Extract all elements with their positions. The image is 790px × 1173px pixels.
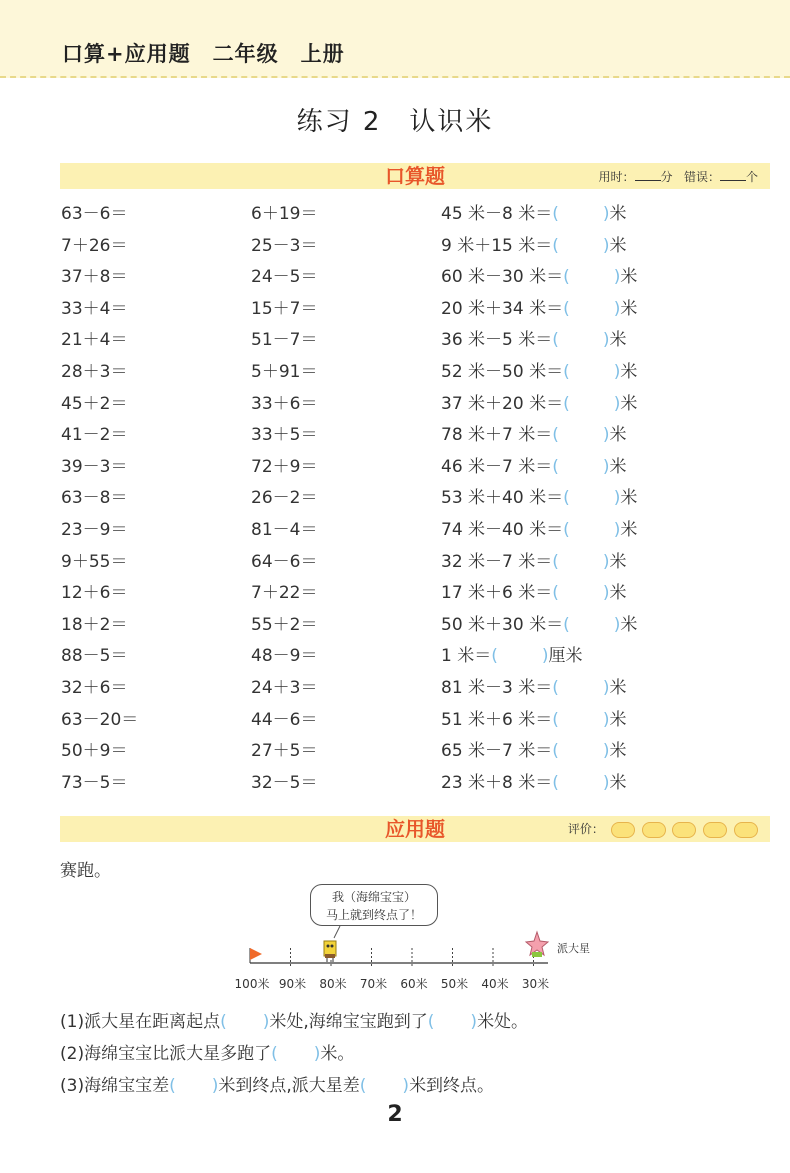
question-1 bbox=[60, 1007, 528, 1032]
time-blank[interactable] bbox=[635, 169, 661, 181]
exercise-c-unit: 米 bbox=[620, 393, 638, 414]
exercise-c-text: 20 米＋34 米＝ bbox=[441, 298, 564, 319]
exercise-a: 45＋2＝ bbox=[61, 393, 128, 414]
exercise-c bbox=[441, 705, 627, 730]
exercise-b: 51－7＝ bbox=[251, 330, 318, 351]
exercise-c-text: 46 米－7 米＝ bbox=[441, 456, 553, 477]
speech-line-2: 马上就到终点了！ bbox=[325, 908, 422, 922]
exercise-b: 32－5＝ bbox=[251, 772, 318, 793]
exercise-c-unit: 米 bbox=[620, 298, 638, 319]
time-unit: 分 bbox=[660, 170, 673, 184]
exercise-b: 7＋22＝ bbox=[251, 583, 318, 604]
exercise-a: 37＋8＝ bbox=[61, 267, 128, 288]
rating-flower-icon[interactable] bbox=[703, 822, 727, 838]
oral-row bbox=[0, 705, 790, 737]
exercise-a: 88－5＝ bbox=[61, 646, 128, 667]
exercise-c bbox=[441, 736, 627, 761]
exercise-c bbox=[441, 610, 637, 635]
oral-row bbox=[0, 736, 790, 768]
answer-blank[interactable]: ( ) bbox=[563, 267, 621, 288]
exercise-c-text: 50 米＋30 米＝ bbox=[441, 614, 564, 635]
exercise-b: 5＋91＝ bbox=[251, 362, 318, 382]
exercise-c bbox=[441, 483, 637, 508]
race-diagram bbox=[230, 884, 610, 994]
time-label: 用时： bbox=[598, 170, 635, 184]
exercise-a: 50＋9＝ bbox=[61, 741, 128, 762]
bubble-tail bbox=[334, 926, 340, 938]
answer-blank[interactable]: ( ) bbox=[552, 678, 610, 698]
oral-row bbox=[0, 547, 790, 579]
exercise-c bbox=[441, 357, 637, 382]
exercise-c bbox=[441, 231, 627, 256]
exercise-b: 72＋9＝ bbox=[251, 456, 318, 477]
q2-answer-blank[interactable]: ( ) bbox=[271, 1044, 321, 1064]
oral-row bbox=[0, 357, 790, 389]
exercise-c-unit: 厘米 bbox=[548, 646, 583, 667]
q3-answer-blank-2[interactable]: ( ) bbox=[359, 1076, 410, 1096]
exercise-c-unit: 米 bbox=[609, 456, 627, 477]
answer-blank[interactable]: ( ) bbox=[552, 709, 610, 730]
exercise-a: 23－9＝ bbox=[61, 520, 128, 540]
track-tick-label: 90米 bbox=[278, 977, 307, 991]
oral-row bbox=[0, 420, 790, 452]
exercise-a: 7＋26＝ bbox=[61, 235, 128, 256]
exercise-c-text: 45 米－8 米＝ bbox=[441, 204, 553, 224]
exercise-c bbox=[441, 578, 627, 603]
exercise-a: 39－3＝ bbox=[61, 456, 128, 477]
q3-text-a: (3)海绵宝宝差 bbox=[60, 1076, 170, 1096]
oral-row bbox=[0, 578, 790, 610]
spongebob-icon bbox=[324, 941, 336, 962]
oral-row bbox=[0, 483, 790, 515]
q3-text-c: 米到终点。 bbox=[409, 1076, 495, 1096]
answer-blank[interactable]: ( ) bbox=[563, 393, 621, 414]
applied-section-header bbox=[60, 816, 770, 842]
exercise-c-text: 52 米－50 米＝ bbox=[441, 362, 564, 382]
speech-line-1: 我（海绵宝宝） bbox=[331, 890, 416, 904]
exercise-b: 27＋5＝ bbox=[251, 741, 318, 762]
exercise-c-text: 37 米＋20 米＝ bbox=[441, 393, 564, 414]
exercise-a: 63－8＝ bbox=[61, 488, 128, 509]
exercise-c-unit: 米 bbox=[609, 709, 627, 730]
oral-row bbox=[0, 768, 790, 800]
patrick-star-icon bbox=[526, 932, 548, 957]
exercise-c-text: 65 米－7 米＝ bbox=[441, 741, 553, 762]
exercise-c bbox=[441, 673, 627, 698]
q1-text-c: 米处。 bbox=[477, 1012, 529, 1032]
oral-section-title: 口算题 bbox=[385, 164, 445, 188]
exercise-c bbox=[441, 262, 637, 287]
exercise-c-text: 74 米－40 米＝ bbox=[441, 520, 564, 540]
oral-row bbox=[0, 231, 790, 263]
track-tick-label: 70米 bbox=[359, 977, 388, 991]
exercise-b: 15＋7＝ bbox=[251, 298, 318, 319]
question-2 bbox=[60, 1039, 354, 1064]
exercise-c-text: 32 米－7 米＝ bbox=[441, 551, 553, 572]
exercise-a: 21＋4＝ bbox=[61, 330, 128, 351]
exercise-a: 41－2＝ bbox=[61, 425, 128, 446]
answer-blank[interactable]: ( ) bbox=[552, 583, 610, 604]
answer-blank[interactable]: ( ) bbox=[552, 235, 610, 256]
exercise-a: 73－5＝ bbox=[61, 772, 128, 793]
start-flag-icon bbox=[250, 948, 262, 960]
exercise-c bbox=[441, 325, 627, 350]
q2-text-a: (2)海绵宝宝比派大星多跑了 bbox=[60, 1044, 272, 1064]
oral-row bbox=[0, 294, 790, 326]
exercise-b: 25－3＝ bbox=[251, 235, 318, 256]
exercise-c-text: 78 米＋7 米＝ bbox=[441, 425, 553, 446]
track-tick-label: 40米 bbox=[481, 977, 509, 991]
exercise-c-unit: 米 bbox=[620, 614, 638, 635]
page-number: 2 bbox=[387, 1102, 403, 1127]
track-tick-label: 30米 bbox=[521, 977, 550, 991]
answer-blank[interactable]: ( ) bbox=[552, 741, 610, 762]
rating-flower-icon[interactable] bbox=[672, 822, 696, 838]
exercise-c-text: 17 米＋6 米＝ bbox=[441, 583, 553, 604]
q3-text-b: 米到终点,派大星差 bbox=[218, 1076, 360, 1096]
oral-row bbox=[0, 325, 790, 357]
exercise-c-unit: 米 bbox=[609, 741, 627, 762]
exercise-c-text: 60 米－30 米＝ bbox=[441, 267, 564, 288]
exercise-c bbox=[441, 515, 637, 540]
exercise-c bbox=[441, 768, 627, 793]
exercise-b: 33＋6＝ bbox=[251, 393, 318, 414]
q1-answer-blank-2[interactable]: ( ) bbox=[427, 1012, 478, 1032]
book-title: 口算+应用题 二年级 上册 bbox=[62, 42, 345, 66]
exercise-c-unit: 米 bbox=[609, 678, 627, 698]
header-band bbox=[0, 0, 790, 78]
page-title: 练习 2 认识米 bbox=[296, 107, 494, 137]
oral-row bbox=[0, 515, 790, 547]
exercise-c bbox=[441, 547, 627, 572]
answer-blank[interactable]: ( ) bbox=[552, 425, 610, 446]
track-tick-label: 50米 bbox=[440, 977, 469, 991]
q1-text-b: 米处,海绵宝宝跑到了 bbox=[269, 1012, 428, 1032]
exercise-c-text: 1 米＝ bbox=[441, 646, 492, 667]
exercise-c-unit: 米 bbox=[620, 488, 638, 509]
answer-blank[interactable]: ( ) bbox=[552, 456, 610, 477]
exercise-c-text: 9 米＋15 米＝ bbox=[441, 235, 553, 256]
exercise-c-text: 36 米－5 米＝ bbox=[441, 330, 553, 351]
exercise-a: 28＋3＝ bbox=[61, 362, 128, 382]
exercise-c-unit: 米 bbox=[609, 204, 627, 224]
error-unit: 个 bbox=[745, 170, 758, 184]
exercise-c-unit: 米 bbox=[620, 520, 638, 540]
answer-blank[interactable]: ( ) bbox=[563, 362, 621, 382]
q2-text-b: 米。 bbox=[320, 1044, 355, 1064]
exercise-b: 24＋3＝ bbox=[251, 678, 318, 698]
answer-blank[interactable]: ( ) bbox=[552, 772, 610, 793]
answer-blank[interactable]: ( ) bbox=[552, 551, 610, 572]
exercise-a: 9＋55＝ bbox=[61, 551, 128, 572]
patrick-star-label: 派大星 bbox=[557, 942, 590, 955]
exercise-c bbox=[441, 420, 627, 445]
exercise-a: 32＋6＝ bbox=[61, 678, 128, 698]
oral-row bbox=[0, 452, 790, 484]
exercise-b: 48－9＝ bbox=[251, 646, 318, 667]
exercise-c-text: 53 米＋40 米＝ bbox=[441, 488, 564, 509]
question-3 bbox=[60, 1071, 494, 1096]
rating-flower-icon[interactable] bbox=[611, 822, 635, 838]
exercise-c-text: 51 米＋6 米＝ bbox=[441, 709, 553, 730]
answer-blank[interactable]: ( ) bbox=[491, 646, 549, 667]
exercise-c-unit: 米 bbox=[609, 583, 627, 604]
exercise-c bbox=[441, 389, 637, 414]
exercise-c-unit: 米 bbox=[609, 772, 627, 793]
q1-text-a: (1)派大星在距离起点 bbox=[60, 1012, 221, 1032]
exercise-a: 63－20＝ bbox=[61, 709, 139, 730]
oral-row bbox=[0, 673, 790, 705]
oral-row bbox=[0, 199, 790, 231]
exercise-b: 55＋2＝ bbox=[251, 614, 318, 635]
exercise-b: 64－6＝ bbox=[251, 551, 318, 572]
exercise-b: 6＋19＝ bbox=[251, 204, 318, 224]
track-tick-label: 100米 bbox=[234, 977, 270, 991]
track-tick-label: 80米 bbox=[319, 977, 347, 991]
oral-row bbox=[0, 641, 790, 673]
exercise-c bbox=[441, 641, 583, 666]
oral-row bbox=[0, 389, 790, 421]
q1-answer-blank-1[interactable]: ( ) bbox=[220, 1012, 270, 1032]
track-tick-label: 60米 bbox=[400, 977, 428, 991]
exercise-c-unit: 米 bbox=[620, 362, 638, 382]
oral-row bbox=[0, 610, 790, 642]
exercise-c-unit: 米 bbox=[609, 425, 627, 446]
q3-answer-blank-1[interactable]: ( ) bbox=[169, 1076, 219, 1096]
applied-section-title: 应用题 bbox=[385, 817, 445, 841]
exercise-a: 63－6＝ bbox=[61, 204, 128, 224]
answer-blank[interactable]: ( ) bbox=[563, 614, 621, 635]
rating-label: 评价： bbox=[567, 822, 604, 836]
exercise-c-unit: 米 bbox=[609, 235, 627, 256]
exercise-c bbox=[441, 452, 627, 477]
oral-row bbox=[0, 262, 790, 294]
exercise-c bbox=[441, 294, 637, 319]
oral-section-header bbox=[60, 163, 770, 189]
exercise-c-text: 81 米－3 米＝ bbox=[441, 678, 553, 698]
exercise-a: 33＋4＝ bbox=[61, 298, 128, 319]
error-label: 错误： bbox=[683, 170, 720, 184]
exercise-c-unit: 米 bbox=[609, 551, 627, 572]
exercise-c-text: 23 米＋8 米＝ bbox=[441, 772, 553, 793]
rating-flower-icon[interactable] bbox=[734, 822, 758, 838]
answer-blank[interactable]: ( ) bbox=[563, 488, 621, 509]
exercise-b: 24－5＝ bbox=[251, 267, 318, 288]
race-intro: 赛跑。 bbox=[60, 861, 111, 881]
exercise-b: 81－4＝ bbox=[251, 520, 318, 540]
exercise-c-unit: 米 bbox=[620, 267, 638, 288]
exercise-a: 12＋6＝ bbox=[61, 583, 128, 604]
answer-blank[interactable]: ( ) bbox=[552, 330, 610, 351]
exercise-b: 26－2＝ bbox=[251, 488, 318, 509]
error-blank[interactable] bbox=[720, 169, 746, 181]
answer-blank[interactable]: ( ) bbox=[563, 298, 621, 319]
exercise-b: 33＋5＝ bbox=[251, 425, 318, 446]
exercise-c bbox=[441, 199, 627, 224]
rating-flower-icon[interactable] bbox=[642, 822, 666, 838]
rating bbox=[568, 820, 758, 838]
answer-blank[interactable]: ( ) bbox=[552, 204, 610, 224]
time-error-meta bbox=[598, 168, 758, 185]
exercise-a: 18＋2＝ bbox=[61, 614, 128, 635]
answer-blank[interactable]: ( ) bbox=[563, 520, 621, 540]
exercise-c-unit: 米 bbox=[609, 330, 627, 351]
exercise-b: 44－6＝ bbox=[251, 709, 318, 730]
